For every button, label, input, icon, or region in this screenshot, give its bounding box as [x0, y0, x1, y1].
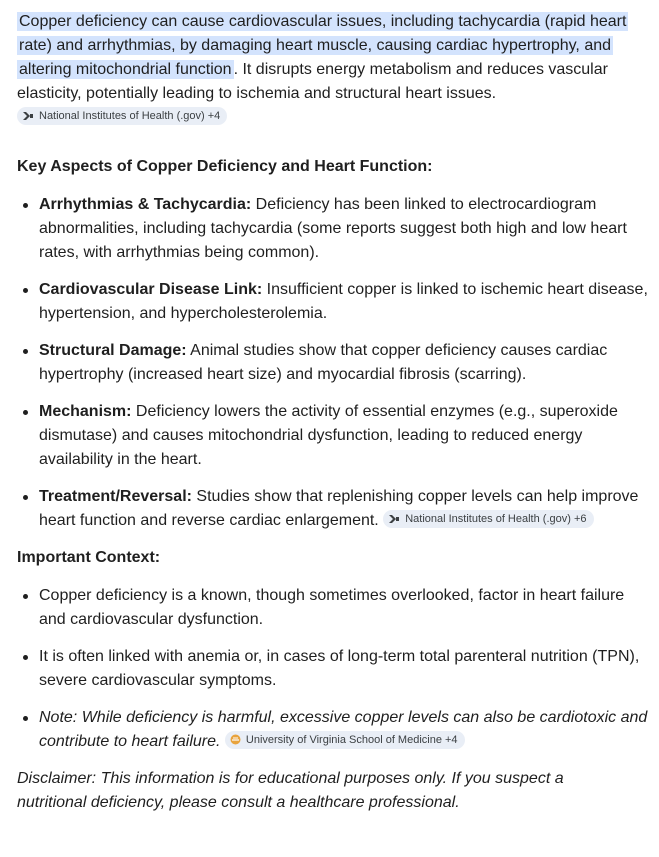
key-aspects-list — [17, 193, 649, 533]
item-text: It is often linked with anemia or, in cases of long-term total parenteral nutrition (TPN), severe cardiovascular symptoms. — [39, 648, 640, 689]
list-item — [17, 485, 651, 533]
item-text: Note: While deficiency is harmful, excessive copper levels can also be cardiotoxic and contribute to heart failure. — [39, 709, 648, 750]
section-heading-key-aspects: Key Aspects of Copper Deficiency and Heart Function: — [17, 158, 433, 175]
source-chip[interactable] — [383, 510, 593, 528]
list-item — [17, 278, 651, 326]
item-term: Cardiovascular Disease Link: — [39, 281, 263, 298]
list-item — [17, 584, 651, 632]
source-chip-label: National Institutes of Health (.gov) +4 — [39, 110, 221, 122]
item-text: Animal studies show that copper deficiency causes cardiac hypertrophy (increased heart size) and myocardial fibrosis (scarring). — [39, 342, 608, 383]
item-text: Deficiency lowers the activity of essential enzymes (e.g., superoxide dismutase) and causes mitochondrial dysfunction, leading to reduced energy availability in the heart. — [39, 403, 618, 468]
item-term: Arrhythmias & Tachycardia: — [39, 196, 252, 213]
item-text: Copper deficiency is a known, though sometimes overlooked, factor in heart failure and cardiovascular dysfunction. — [39, 587, 625, 628]
intro-paragraph — [17, 10, 649, 130]
source-chip[interactable] — [225, 731, 465, 749]
item-text: Deficiency has been linked to electrocardiogram abnormalities, including tachycardia (some reports suggest both high and low heart rates, with arrhythmias being common). — [39, 196, 627, 261]
item-term: Mechanism: — [39, 403, 132, 420]
university-logo-icon — [230, 734, 241, 745]
source-link-icon — [22, 111, 34, 121]
item-text: Insufficient copper is linked to ischemic heart disease, hypertension, and hypercholesterolemia. — [39, 281, 648, 322]
list-item — [17, 193, 651, 265]
item-term: Structural Damage: — [39, 342, 187, 359]
item-text: Studies show that replenishing copper levels can help improve heart function and reverse cardiac enlargement. — [39, 488, 639, 529]
section-heading-context: Important Context: — [17, 549, 161, 566]
source-chip-label: National Institutes of Health (.gov) +6 — [405, 513, 587, 525]
source-chip-label: University of Virginia School of Medicine +4 — [245, 733, 458, 746]
source-chip[interactable] — [17, 107, 227, 125]
list-item — [17, 400, 651, 472]
source-link-icon — [388, 514, 400, 524]
list-item — [17, 645, 651, 693]
intro-rest: . It disrupts energy metabolism and reduces vascular elasticity, potentially leading to ischemia and structural heart issues. — [17, 61, 608, 102]
highlighted-text[interactable]: Copper deficiency can cause cardiovascular issues, including tachycardia (rapid heart rate) and arrhythmias, by damaging heart muscle, causing cardiac hypertrophy, and altering mitochondrial function — [19, 13, 627, 78]
context-list — [17, 584, 649, 754]
list-item — [17, 339, 651, 387]
item-term: Treatment/Reversal: — [39, 488, 192, 505]
list-item — [17, 706, 651, 754]
disclaimer: Disclaimer: This information is for educational purposes only. If you suspect a nutritional deficiency, please consult a healthcare professional. — [17, 770, 564, 811]
